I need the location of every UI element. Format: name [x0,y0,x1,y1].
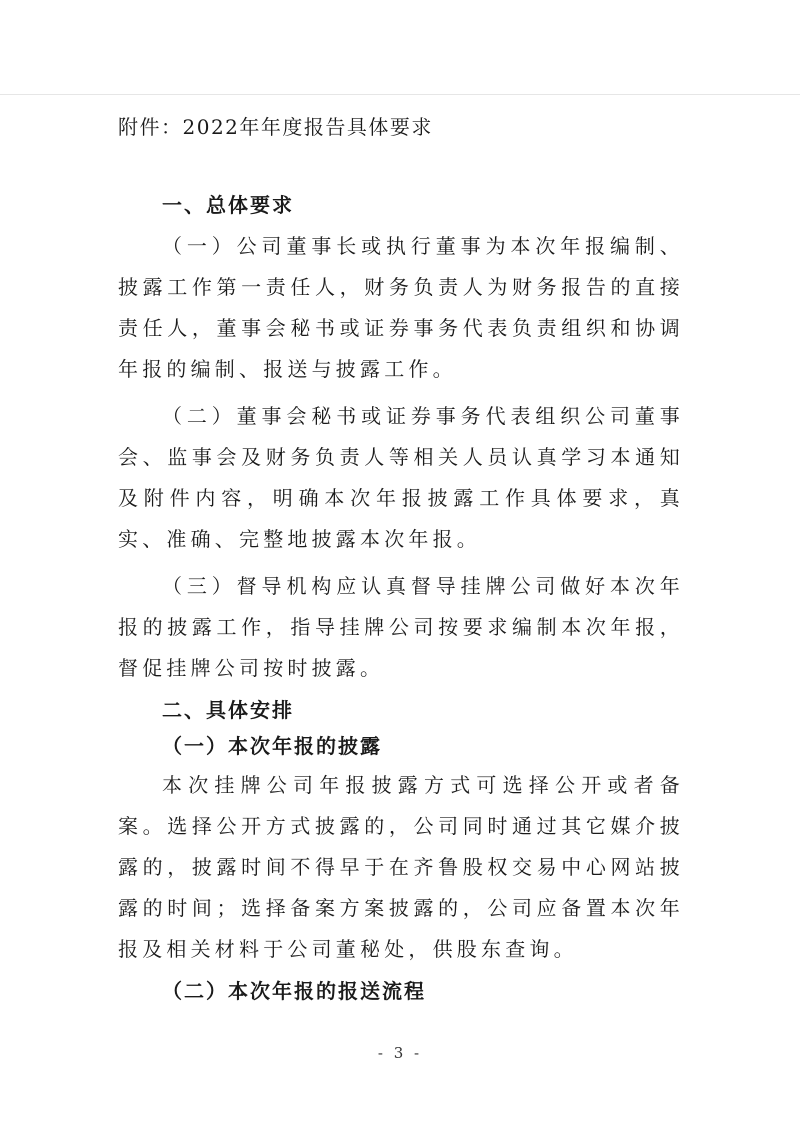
subheading-submission-process: （二）本次年报的报送流程 [162,979,426,1003]
section-heading-general-requirements: 一、总体要求 [162,193,294,217]
page-number: - 3 - [377,1044,423,1062]
paragraph-supervision: （三）督导机构应认真督导挂牌公司做好本次年报的披露工作，指导挂牌公司按要求编制本次年报，督促挂牌公司按时披露。 [118,574,684,680]
document-body [118,112,684,1010]
paragraph-responsibility: （一）公司董事长或执行董事为本次年报编制、披露工作第一责任人，财务负责人为财务报告的直接责任人，董事会秘书或证券事务代表负责组织和协调年报的编制、报送与披露工作。 [118,234,684,381]
paragraph-disclosure-method: 本次挂牌公司年报披露方式可选择公开或者备案。选择公开方式披露的，公司同时通过其它媒介披露的，披露时间不得早于在齐鲁股权交易中心网站披露的时间；选择备案方案披露的，公司应备置本次年报及相关材料于公司董秘处，供股东查询。 [118,773,684,961]
subheading-disclosure: （一）本次年报的披露 [162,734,382,758]
top-divider [0,94,800,95]
paragraph-study-requirements: （二）董事会秘书或证券事务代表组织公司董事会、监事会及财务负责人等相关人员认真学习本通知及附件内容，明确本次年报披露工作具体要求，真实、准确、完整地披露本次年报。 [118,404,684,551]
section-heading-arrangements: 二、具体安排 [162,698,294,722]
attachment-title: 附件：2022年年度报告具体要求 [118,115,433,139]
